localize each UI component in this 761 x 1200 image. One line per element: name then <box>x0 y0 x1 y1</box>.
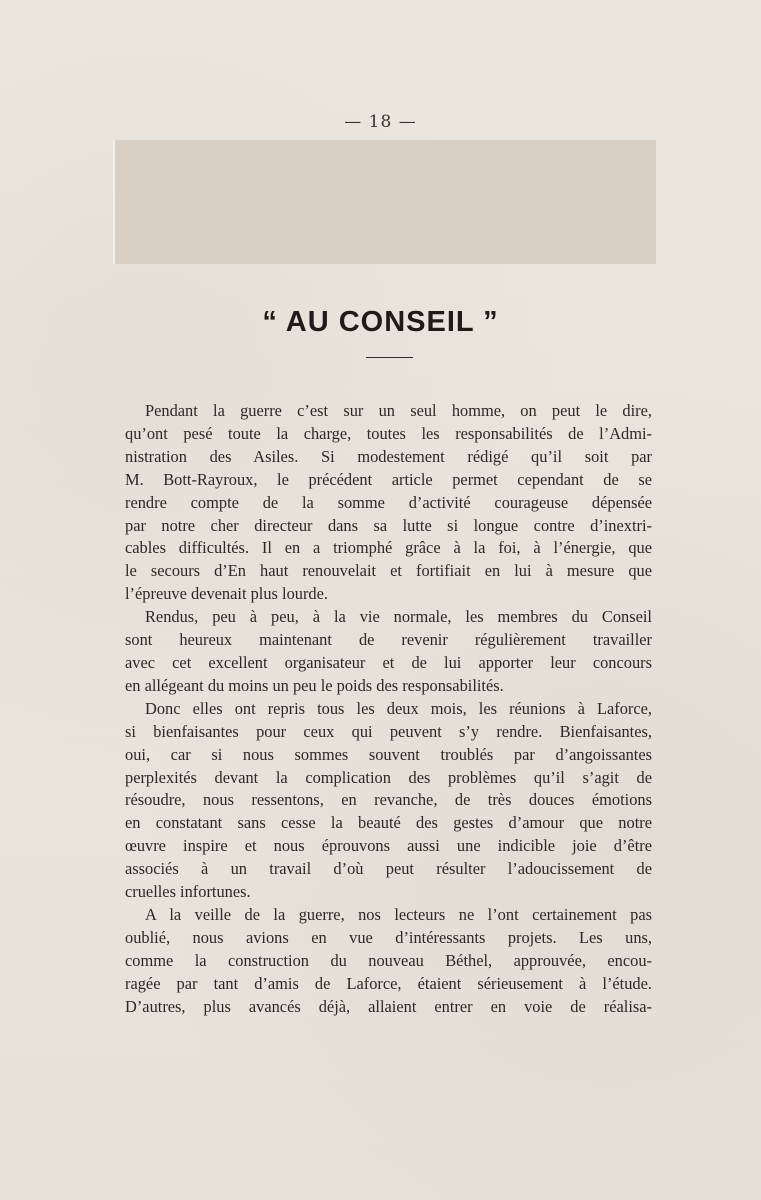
text-line: qu’ont pesé toute la charge, toutes les responsabilités de l’Admi- <box>125 423 652 443</box>
text-line: résoudre, nous ressentons, en revanche, de très douces émotions <box>125 790 652 810</box>
text-line: comme la construction du nouveau Béthel, approuvée, encou- <box>125 950 652 970</box>
article-body <box>125 400 652 1018</box>
text-line: cruelles infortunes. <box>125 882 251 902</box>
redacted-block <box>113 140 656 264</box>
page-title: “ AU CONSEIL ” <box>262 306 499 338</box>
page-number: — 18 — <box>344 112 417 132</box>
text-line: Pendant la guerre c’est sur un seul homme, on peut le dire, <box>145 401 652 420</box>
text-line: en allégeant du moins un peu le poids des responsabilités. <box>125 675 504 695</box>
text-line: avec cet excellent organisateur et de lui apporter leur concours <box>125 652 652 672</box>
text-line: perplexités devant la complication des problèmes qu’il s’agit de <box>125 767 652 787</box>
text-line: en constatant sans cesse la beauté des gestes d’amour que notre <box>125 813 652 833</box>
text-line: ragée par tant d’amis de Laforce, étaient sérieusement à l’étude. <box>125 973 652 993</box>
paragraph-2 <box>125 606 652 698</box>
text-line: oui, car si nous sommes souvent troublés par d’angoissantes <box>125 744 652 764</box>
text-line: par notre cher directeur dans sa lutte si longue contre d’inextri- <box>125 515 652 535</box>
text-line: cables difficultés. Il en a triomphé grâce à la foi, à l’énergie, que <box>125 538 652 558</box>
text-line: œuvre inspire et nous éprouvons aussi une indicible joie d’être <box>125 836 652 856</box>
text-line: sont heureux maintenant de revenir régulièrement travailler <box>125 630 652 650</box>
text-line: A la veille de la guerre, nos lecteurs ne l’ont certainement pas <box>145 904 652 924</box>
text-line: Donc elles ont repris tous les deux mois, les réunions à Laforce, <box>145 698 652 718</box>
text-line: rendre compte de la somme d’activité courageuse dépensée <box>125 492 652 512</box>
text-line: D’autres, plus avancés déjà, allaient entrer en voie de réalisa- <box>125 996 652 1016</box>
paragraph-1 <box>125 400 652 606</box>
title-divider <box>366 357 413 358</box>
text-line: si bienfaisantes pour ceux qui peuvent s’y rendre. Bienfaisantes, <box>125 721 652 741</box>
text-line: le secours d’En haut renouvelait et fortifiait en lui à mesure que <box>125 561 652 581</box>
text-line: l’épreuve devenait plus lourde. <box>125 584 328 604</box>
paragraph-4 <box>125 904 652 1019</box>
text-line: nistration des Asiles. Si modestement rédigé qu’il soit par <box>125 446 652 466</box>
text-line: associés à un travail d’où peut résulter l’adoucissement de <box>125 859 652 879</box>
text-line: M. Bott-Rayroux, le précédent article permet cependant de se <box>125 469 652 489</box>
text-line: Rendus, peu à peu, à la vie normale, les membres du Conseil <box>145 607 652 627</box>
paragraph-3 <box>125 698 652 904</box>
text-line: oublié, nous avions en vue d’intéressants projets. Les uns, <box>125 927 652 947</box>
